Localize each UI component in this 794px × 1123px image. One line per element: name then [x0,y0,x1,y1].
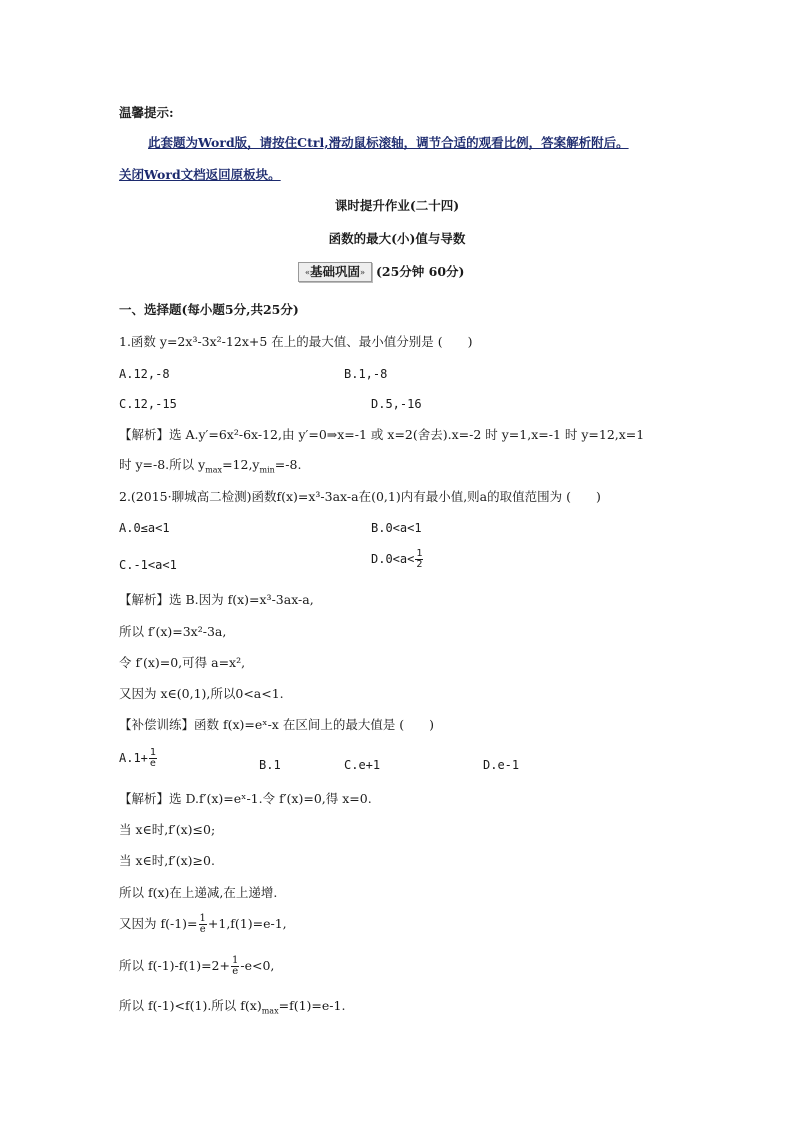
supp-solution-5-text-b: +1,f(1)=e-1, [207,916,287,931]
q1-option-b: B.1,-8 [344,367,388,381]
fraction-numerator: 1 [232,955,239,966]
section-badge [298,262,372,282]
q2-option-d-prefix: D.0<a< [371,552,415,566]
fraction-denominator: e [149,758,156,769]
supp-solution-2: 当 x∈时,f′(x)≤0; [119,822,216,837]
supp-solution-3: 当 x∈时,f′(x)≥0. [119,853,215,868]
q2-solution-2: 所以 f′(x)=3x²-3a, [119,624,227,639]
notice-heading: 温馨提示: [119,105,174,120]
q1-option-c: C.12,-15 [119,397,177,411]
supp-option-d: D.e-1 [483,758,520,772]
q2-solution-1: 【解析】选 B.因为 f(x)=x³-3ax-a, [119,592,314,607]
sub-max: max [205,465,223,475]
supp-stem: 【补偿训练】函数 f(x)=eˣ-x 在区间上的最大值是 ( ) [119,717,435,732]
sub-min: min [259,465,275,475]
notice-line-2: 关闭Word文档返回原板块。 [119,167,281,182]
q2-option-a: A.0≤a<1 [119,521,170,535]
fraction-numerator: 1 [149,747,156,758]
sub-max: max [261,1006,279,1016]
q1-analysis-2-text-c: =-8. [274,457,302,472]
page-title: 课时提升作业(二十四) [334,198,460,213]
badge-row [298,262,464,282]
q1-option-a: A.12,-8 [119,367,170,381]
q1-analysis-1: 【解析】选 A.y′=6x²-6x-12,由 y′=0⇒x=-1 或 x=2(舍去).x=-2 时 y=1,x=-1 时 y=12,x=1 [119,427,645,442]
q1-analysis-2-text-a: 时 y=-8.所以 y [119,457,206,472]
supp-option-a-prefix: A.1+ [119,751,148,765]
q2-solution-4: 又因为 x∈(0,1),所以0<a<1. [119,686,284,701]
fraction-numerator: 1 [416,548,423,559]
q2-option-b: B.0<a<1 [371,521,422,535]
section-heading: 一、选择题(每小题5分,共25分) [119,302,299,317]
supp-solution-5-text-a: 又因为 f(-1)= [119,916,198,931]
supp-solution-6 [119,956,274,977]
badge-label: 基础巩固 [310,264,361,279]
q2-solution-3: 令 f′(x)=0,可得 a=x², [119,655,246,670]
supp-solution-7-text-a: 所以 f(-1)<f(1).所以 f(x) [119,998,262,1013]
badge-close-quote: » [360,267,366,277]
fraction-one-over-e [199,914,207,935]
q2-option-c: C.-1<a<1 [119,558,177,572]
supp-solution-1: 【解析】选 D.f′(x)=eˣ-1.令 f′(x)=0,得 x=0. [119,791,372,806]
page-subtitle: 函数的最大(小)值与导数 [328,231,466,246]
fraction-denominator: e [199,924,206,935]
notice-line-1: 此套题为Word版，请按住Ctrl,滑动鼠标滚轴，调节合适的观看比例，答案解析附后。 [148,135,629,150]
fraction-one-over-e [149,748,157,769]
q1-stem: 1.函数 y=2x³-3x²-12x+5 在上的最大值、最小值分别是 ( ) [119,334,473,349]
fraction-numerator: 1 [199,913,206,924]
badge-open-quote: « [305,267,310,277]
supp-option-a [119,748,158,769]
q1-option-d: D.5,-16 [371,397,422,411]
supp-solution-6-text-b: -e<0, [240,958,275,973]
supp-solution-6-text-a: 所以 f(-1)-f(1)=2+ [119,958,230,973]
q1-analysis-2 [119,457,301,473]
q2-stem: 2.(2015·聊城高二检测)函数f(x)=x³-3ax-a在(0,1)内有最小值,则a的取值范围为 ( ) [119,489,601,504]
supp-solution-7 [119,998,345,1014]
q2-option-d [371,549,424,570]
supp-solution-4: 所以 f(x)在上递减,在上递增. [119,885,278,900]
supp-solution-5 [119,914,287,935]
q1-analysis-2-text-b: =12,y [222,457,260,472]
fraction-half [415,549,423,570]
fraction-one-over-e [231,956,239,977]
supp-solution-7-text-b: =f(1)=e-1. [278,998,346,1013]
time-info: (25分钟 60分) [376,264,465,279]
fraction-denominator: 2 [416,559,423,570]
supp-option-b: B.1 [259,758,281,772]
supp-option-c: C.e+1 [344,758,381,772]
fraction-denominator: e [232,966,239,977]
